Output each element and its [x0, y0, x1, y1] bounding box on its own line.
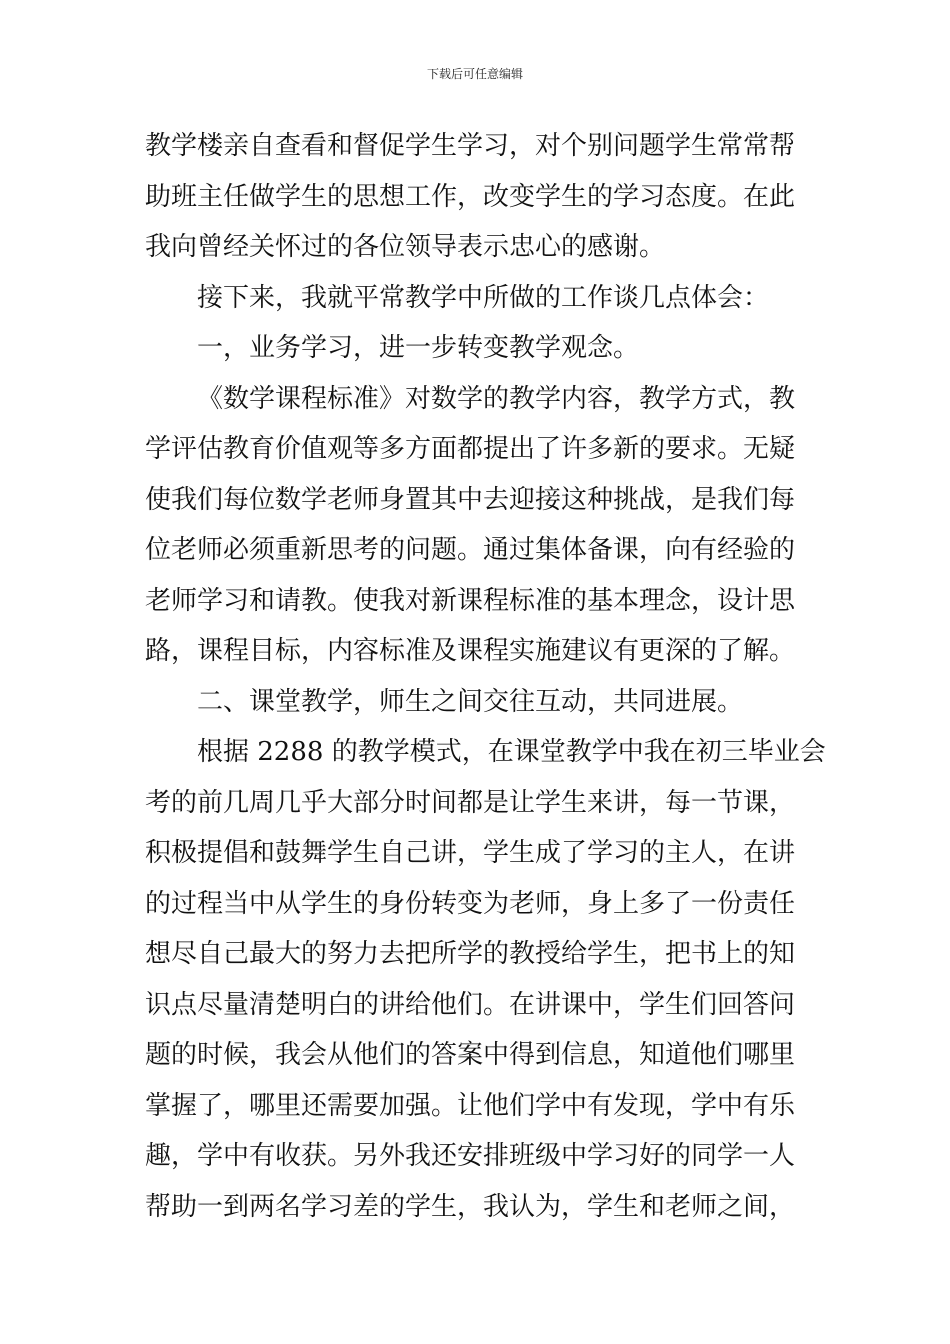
- paragraph-line: 接下来，我就平常教学中所做的工作谈几点体会：: [197, 282, 770, 313]
- text-line: 我向曾经关怀过的各位领导表示忠心的感谢。: [145, 232, 666, 262]
- text-line: 路，课程目标，内容标准及课程实施建议有更深的了解。: [145, 636, 796, 666]
- page-header: 下载后可任意编辑: [426, 67, 523, 81]
- text-line: 帮助一到两名学习差的学生，我认为，学生和老师之间，: [145, 1191, 796, 1222]
- text-line: 考的前几周几乎大部分时间都是让学生来讲，每一节课，: [145, 787, 796, 818]
- text-line: 老师学习和请教。使我对新课程标准的基本理念，设计思: [145, 585, 796, 616]
- text-line: 教学楼亲自查看和督促学生学习，对个别问题学生常常帮: [145, 131, 796, 161]
- text-line: 使我们每位数学老师身置其中去迎接这种挑战，是我们每: [145, 484, 796, 515]
- paragraph-line: 《数学课程标准》对数学的教学内容，教学方式，教: [197, 383, 796, 414]
- text-line: 学评估教育价值观等多方面都提出了许多新的要求。无疑: [145, 434, 796, 464]
- text-line: 积极提倡和鼓舞学生自己讲，学生成了学习的主人，在讲: [145, 838, 796, 868]
- section-heading-2: 二、课堂教学，师生之间交往互动，共同进展。: [197, 686, 744, 717]
- text-line: 想尽自己最大的努力去把所学的教授给学生，把书上的知: [145, 939, 796, 969]
- section-heading-1: 一，业务学习，进一步转变教学观念。: [197, 333, 640, 363]
- text-line: 位老师必须重新思考的问题。通过集体备课，向有经验的: [145, 535, 796, 565]
- document-body: [145, 121, 826, 1232]
- paragraph-line: 根据 2288 的教学模式，在课堂教学中我在初三毕业会: [197, 737, 826, 767]
- text-line: 识点尽量清楚明白的讲给他们。在讲课中，学生们回答问: [145, 989, 796, 1020]
- text-line: 题的时候，我会从他们的答案中得到信息，知道他们哪里: [145, 1040, 796, 1070]
- text-line: 趣，学中有收获。另外我还安排班级中学习好的同学一人: [145, 1141, 796, 1171]
- text-line: 掌握了，哪里还需要加强。让他们学中有发现，学中有乐: [145, 1090, 796, 1121]
- text-line: 助班主任做学生的思想工作，改变学生的学习态度。在此: [145, 181, 796, 212]
- text-line: 的过程当中从学生的身份转变为老师，身上多了一份责任: [145, 888, 796, 919]
